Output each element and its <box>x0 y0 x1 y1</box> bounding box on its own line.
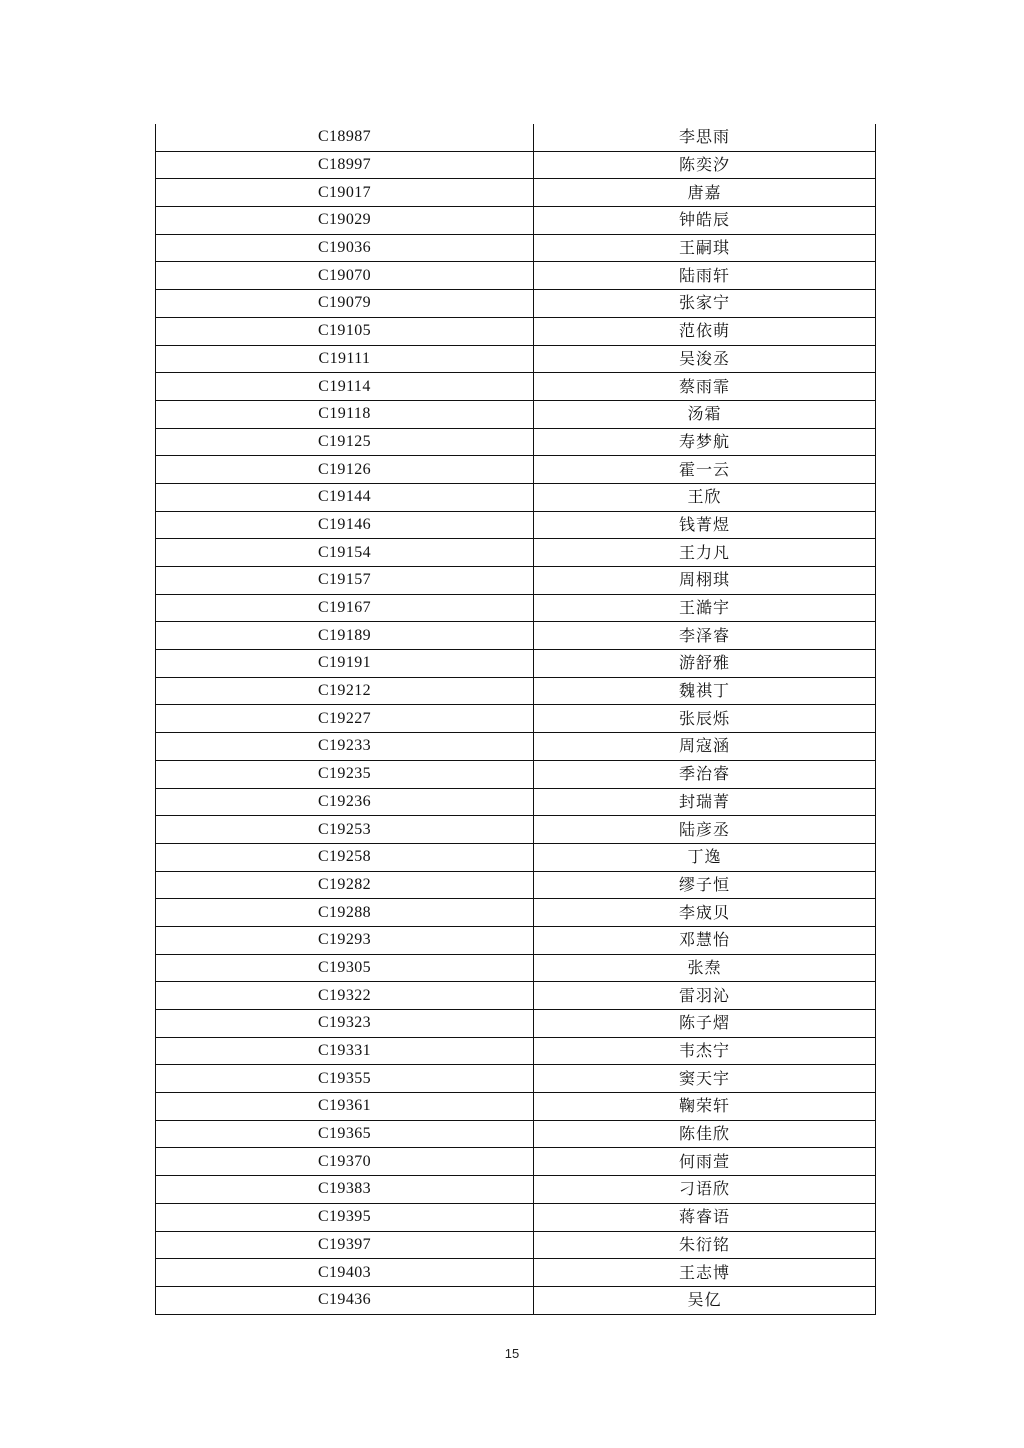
candidate-id-cell: C19323 <box>156 1010 534 1038</box>
table-row <box>156 982 876 1010</box>
candidate-name-cell: 陆彦丞 <box>534 816 876 844</box>
candidate-name-cell: 雷羽沁 <box>534 982 876 1010</box>
table-row <box>156 622 876 650</box>
candidate-id-cell: C19361 <box>156 1093 534 1121</box>
candidate-id-cell: C19189 <box>156 622 534 650</box>
table-row <box>156 954 876 982</box>
candidate-id-cell: C19235 <box>156 760 534 788</box>
candidate-id-cell: C19282 <box>156 871 534 899</box>
candidate-id-cell: C19212 <box>156 677 534 705</box>
candidate-name-cell: 吴亿 <box>534 1286 876 1314</box>
candidate-name-cell: 刁语欣 <box>534 1176 876 1204</box>
table-row <box>156 1065 876 1093</box>
table-row <box>156 373 876 401</box>
table-row <box>156 843 876 871</box>
table-row <box>156 677 876 705</box>
candidate-id-cell: C19118 <box>156 400 534 428</box>
candidate-name-cell: 寿梦航 <box>534 428 876 456</box>
table-row <box>156 705 876 733</box>
candidate-name-cell: 游舒雅 <box>534 650 876 678</box>
candidate-id-cell: C19370 <box>156 1148 534 1176</box>
table-row <box>156 788 876 816</box>
table-row <box>156 234 876 262</box>
candidate-name-cell: 朱衍铭 <box>534 1231 876 1259</box>
candidate-name-cell: 蒋睿语 <box>534 1203 876 1231</box>
candidate-name-cell: 季治睿 <box>534 760 876 788</box>
table-row <box>156 1203 876 1231</box>
candidate-name-cell: 鞠荣轩 <box>534 1093 876 1121</box>
candidate-name-cell: 钟皓辰 <box>534 207 876 235</box>
candidate-name-cell: 王志博 <box>534 1259 876 1287</box>
table-row <box>156 1093 876 1121</box>
table-row <box>156 567 876 595</box>
candidate-id-cell: C19383 <box>156 1176 534 1204</box>
candidate-id-cell: C19154 <box>156 539 534 567</box>
candidate-id-cell: C19114 <box>156 373 534 401</box>
candidate-id-cell: C19125 <box>156 428 534 456</box>
table-row <box>156 483 876 511</box>
table-row <box>156 1286 876 1314</box>
table-row <box>156 871 876 899</box>
candidate-id-cell: C19126 <box>156 456 534 484</box>
table-row <box>156 1176 876 1204</box>
candidate-name-cell: 王欣 <box>534 483 876 511</box>
table-row <box>156 1010 876 1038</box>
candidate-id-cell: C19365 <box>156 1120 534 1148</box>
candidate-name-cell: 魏祺丁 <box>534 677 876 705</box>
candidate-name-cell: 陈佳欣 <box>534 1120 876 1148</box>
candidate-id-cell: C19397 <box>156 1231 534 1259</box>
candidate-id-cell: C19079 <box>156 290 534 318</box>
candidate-id-cell: C19227 <box>156 705 534 733</box>
table-row <box>156 926 876 954</box>
table-row <box>156 650 876 678</box>
candidate-name-cell: 王嗣琪 <box>534 234 876 262</box>
candidate-name-cell: 张辰烁 <box>534 705 876 733</box>
table-row <box>156 1259 876 1287</box>
candidate-name-cell: 蔡雨霏 <box>534 373 876 401</box>
candidate-id-cell: C19157 <box>156 567 534 595</box>
candidate-name-cell: 王力凡 <box>534 539 876 567</box>
candidate-name-cell: 吴浚丞 <box>534 345 876 373</box>
table-row <box>156 207 876 235</box>
candidate-id-cell: C19070 <box>156 262 534 290</box>
table-row <box>156 151 876 179</box>
candidate-name-cell: 李宬贝 <box>534 899 876 927</box>
table-row <box>156 1231 876 1259</box>
candidate-id-cell: C19017 <box>156 179 534 207</box>
candidate-id-cell: C19253 <box>156 816 534 844</box>
candidate-id-cell: C19236 <box>156 788 534 816</box>
candidate-id-cell: C19355 <box>156 1065 534 1093</box>
candidate-name-cell: 张焘 <box>534 954 876 982</box>
candidate-id-cell: C19167 <box>156 594 534 622</box>
candidate-name-cell: 缪子恒 <box>534 871 876 899</box>
table-row <box>156 733 876 761</box>
candidate-name-cell: 丁逸 <box>534 843 876 871</box>
candidate-id-cell: C19322 <box>156 982 534 1010</box>
candidate-id-cell: C19111 <box>156 345 534 373</box>
candidate-name-cell: 张家宁 <box>534 290 876 318</box>
candidate-id-cell: C19403 <box>156 1259 534 1287</box>
candidate-name-cell: 汤霜 <box>534 400 876 428</box>
candidate-name-cell: 范依萌 <box>534 317 876 345</box>
table-row <box>156 317 876 345</box>
candidate-id-cell: C19144 <box>156 483 534 511</box>
candidate-table <box>155 124 876 1315</box>
candidate-name-cell: 封瑞菁 <box>534 788 876 816</box>
candidate-id-cell: C19036 <box>156 234 534 262</box>
candidate-name-cell: 周栩琪 <box>534 567 876 595</box>
candidate-id-cell: C18987 <box>156 124 534 151</box>
candidate-name-cell: 何雨萱 <box>534 1148 876 1176</box>
candidate-id-cell: C19293 <box>156 926 534 954</box>
candidate-id-cell: C19395 <box>156 1203 534 1231</box>
candidate-name-cell: 韦杰宁 <box>534 1037 876 1065</box>
candidate-name-cell: 李泽睿 <box>534 622 876 650</box>
table-row <box>156 1148 876 1176</box>
candidate-name-cell: 李思雨 <box>534 124 876 151</box>
candidate-id-cell: C19258 <box>156 843 534 871</box>
candidate-id-cell: C19305 <box>156 954 534 982</box>
table-row <box>156 456 876 484</box>
table-row <box>156 428 876 456</box>
candidate-id-cell: C19191 <box>156 650 534 678</box>
candidate-id-cell: C19105 <box>156 317 534 345</box>
page-number: 15 <box>504 1346 520 1361</box>
candidate-table-body <box>156 124 876 1314</box>
candidate-id-cell: C19288 <box>156 899 534 927</box>
table-row <box>156 594 876 622</box>
candidate-id-cell: C19146 <box>156 511 534 539</box>
table-row <box>156 1120 876 1148</box>
candidate-name-cell: 王澔宇 <box>534 594 876 622</box>
table-row <box>156 262 876 290</box>
candidate-id-cell: C19233 <box>156 733 534 761</box>
table-row <box>156 345 876 373</box>
candidate-name-cell: 周寇涵 <box>534 733 876 761</box>
table-row <box>156 400 876 428</box>
candidate-id-cell: C19331 <box>156 1037 534 1065</box>
table-row <box>156 760 876 788</box>
candidate-name-cell: 陆雨轩 <box>534 262 876 290</box>
candidate-name-cell: 陈奕汐 <box>534 151 876 179</box>
table-row <box>156 539 876 567</box>
table-row <box>156 179 876 207</box>
candidate-name-cell: 陈子熠 <box>534 1010 876 1038</box>
table-row <box>156 899 876 927</box>
table-row <box>156 816 876 844</box>
candidate-id-cell: C19436 <box>156 1286 534 1314</box>
candidate-name-cell: 霍一云 <box>534 456 876 484</box>
candidate-name-cell: 唐嘉 <box>534 179 876 207</box>
table-row <box>156 290 876 318</box>
candidate-id-cell: C18997 <box>156 151 534 179</box>
table-row <box>156 511 876 539</box>
candidate-name-cell: 钱菁煜 <box>534 511 876 539</box>
candidate-name-cell: 窦天宇 <box>534 1065 876 1093</box>
table-row <box>156 124 876 151</box>
candidate-id-cell: C19029 <box>156 207 534 235</box>
table-row <box>156 1037 876 1065</box>
candidate-name-cell: 邓慧怡 <box>534 926 876 954</box>
